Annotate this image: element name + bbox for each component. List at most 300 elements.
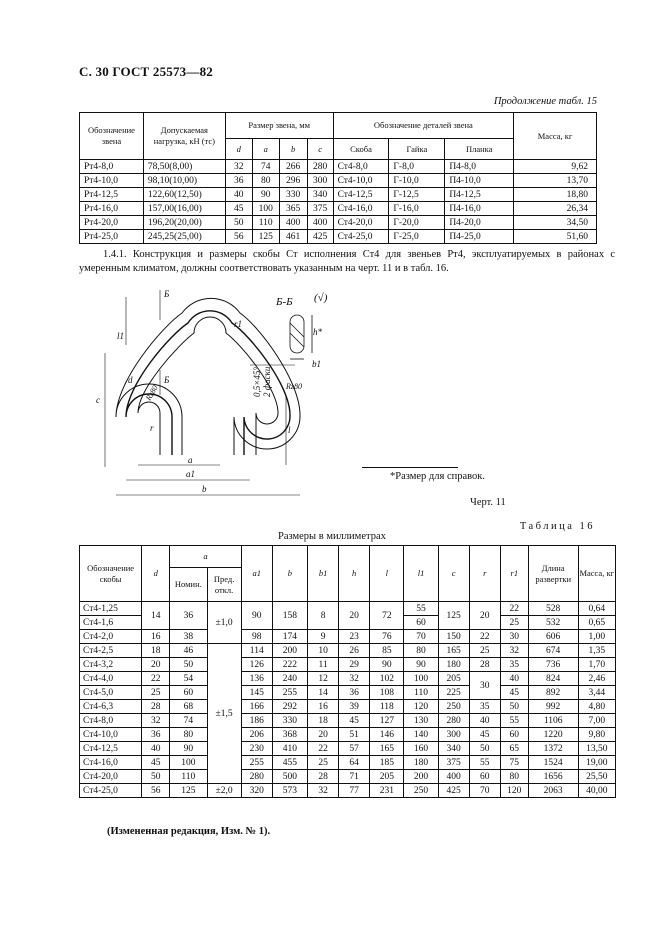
table-cell: 206: [241, 728, 272, 742]
table-cell: 230: [241, 742, 272, 756]
table-cell: 245,25(25,00): [143, 230, 225, 244]
t16-l1-header: l1: [404, 546, 438, 602]
table-cell: 1106: [528, 714, 578, 728]
table-cell: 50: [469, 742, 500, 756]
table-cell: Ст4-16,0: [333, 202, 389, 216]
table-cell: 50: [500, 700, 528, 714]
t16-a-nom-header: Номин.: [170, 568, 207, 602]
table-cell: 39: [339, 700, 370, 714]
table-row: [80, 602, 616, 616]
table-cell: 13,70: [514, 174, 597, 188]
chamfer-count-note: 2 фаски: [262, 366, 272, 397]
table-row: [80, 160, 597, 174]
table-continuation-note: Продолжение табл. 15: [493, 96, 597, 107]
table-cell: 196,20(20,00): [143, 216, 225, 230]
table-cell: Рт4-12,5: [80, 188, 144, 202]
table-cell: 400: [279, 216, 307, 230]
table-cell: 98,10(10,00): [143, 174, 225, 188]
table-cell: 231: [370, 784, 404, 798]
t16-b1-header: b1: [308, 546, 339, 602]
table-cell: 70: [404, 630, 438, 644]
table-cell: 126: [241, 658, 272, 672]
table-cell: Ст4-2,5: [80, 644, 142, 658]
t16-a1-header: a1: [241, 546, 272, 602]
col-nut-header: Гайка: [389, 139, 445, 160]
bracket-outline: [116, 298, 300, 455]
table-cell: 23: [339, 630, 370, 644]
label-r1: r1: [234, 319, 243, 329]
table-cell: 40: [225, 188, 252, 202]
table-cell: 22: [142, 672, 170, 686]
table-row: [80, 188, 597, 202]
table-cell: 30: [469, 672, 500, 700]
table-cell: Рт4-20,0: [80, 216, 144, 230]
table-row: [80, 202, 597, 216]
table-row: [80, 756, 616, 770]
table-row: [80, 714, 616, 728]
table-cell: 1524: [528, 756, 578, 770]
table-cell: 35: [469, 700, 500, 714]
clause-1-4-1: 1.4.1. Конструкция и размеры скобы Ст исполнения Ст4 для звеньев Рт4, эксплуатируемых в районах с умеренным климатом, должны соответствовать указанным на черт. 11 и в табл. 16.: [79, 249, 615, 274]
table-cell: 375: [307, 202, 333, 216]
table-cell: 50: [142, 770, 170, 784]
table-cell: 1,00: [578, 630, 615, 644]
table-cell: 266: [279, 160, 307, 174]
table-cell: 70: [469, 784, 500, 798]
table-cell: 320: [241, 784, 272, 798]
col-designation-header: Обозначение звена: [80, 113, 144, 160]
table-cell: 1,70: [578, 658, 615, 672]
table-cell: 85: [370, 644, 404, 658]
table-cell: 71: [339, 770, 370, 784]
table-cell: 108: [370, 686, 404, 700]
table-cell: 140: [404, 728, 438, 742]
table-cell: 292: [272, 700, 307, 714]
table-cell: Рт4-25,0: [80, 230, 144, 244]
table-cell: 29: [339, 658, 370, 672]
table-cell: Г-20,0: [389, 216, 445, 230]
table-cell: 365: [279, 202, 307, 216]
table-cell: 90: [370, 658, 404, 672]
table-cell: 60: [469, 770, 500, 784]
table-cell: П4-20,0: [445, 216, 514, 230]
table-cell: Ст4-5,0: [80, 686, 142, 700]
table-cell: Ст4-12,5: [333, 188, 389, 202]
table-cell: 74: [170, 714, 207, 728]
label-d: d: [128, 375, 133, 385]
table-cell: 160: [404, 742, 438, 756]
t16-r1-header: r1: [500, 546, 528, 602]
table-cell: 110: [252, 216, 279, 230]
table-cell: Г-25,0: [389, 230, 445, 244]
surface-mark: Rz80: [286, 382, 302, 391]
table-cell: 2063: [528, 784, 578, 798]
table-cell: 36: [339, 686, 370, 700]
table-cell: Г-12,5: [389, 188, 445, 202]
table-cell: Рт4-16,0: [80, 202, 144, 216]
table-cell: 0,65: [578, 616, 615, 630]
t16-h-header: h: [339, 546, 370, 602]
table-cell: 425: [307, 230, 333, 244]
table-cell: 98: [241, 630, 272, 644]
table-cell: 165: [370, 742, 404, 756]
table-cell: 28: [469, 658, 500, 672]
table-cell: Ст4-16,0: [80, 756, 142, 770]
figure-caption: Черт. 11: [470, 497, 506, 508]
table-cell: Ст4-20,0: [333, 216, 389, 230]
table-cell: 72: [370, 602, 404, 630]
label-a1: a1: [186, 469, 195, 479]
table-cell: 205: [438, 672, 469, 686]
table-cell: 280: [438, 714, 469, 728]
table-cell: 736: [528, 658, 578, 672]
table-cell: 130: [404, 714, 438, 728]
table-row: [80, 658, 616, 672]
table-cell: 400: [307, 216, 333, 230]
table-cell: 125: [252, 230, 279, 244]
table-cell: 158: [272, 602, 307, 630]
table-cell: 34,50: [514, 216, 597, 230]
table-cell: П4-25,0: [445, 230, 514, 244]
table-cell: 40,00: [578, 784, 615, 798]
table-cell: Ст4-10,0: [333, 174, 389, 188]
table-cell: 166: [241, 700, 272, 714]
table-cell: 1656: [528, 770, 578, 784]
table-cell: 18: [308, 714, 339, 728]
table-cell: 125: [170, 784, 207, 798]
table-cell: 280: [241, 770, 272, 784]
table-cell: 12: [308, 672, 339, 686]
table-cell: 50: [225, 216, 252, 230]
table-row: [80, 784, 616, 798]
table-cell: 56: [142, 784, 170, 798]
table-row: [80, 672, 616, 686]
table-cell: 674: [528, 644, 578, 658]
surface-mark-left: Rz80: [143, 383, 160, 402]
table-cell: 1220: [528, 728, 578, 742]
amendment-note: (Измененная редакция, Изм. № 1).: [107, 826, 271, 837]
table-cell: 340: [438, 742, 469, 756]
t16-mass-header: Масса, кг: [578, 546, 615, 602]
table-cell: 55: [404, 602, 438, 616]
t16-b-header: b: [272, 546, 307, 602]
table-cell: 13,50: [578, 742, 615, 756]
table-cell: 26: [339, 644, 370, 658]
table-row: [80, 216, 597, 230]
table-cell: 500: [272, 770, 307, 784]
table-cell: 32: [339, 672, 370, 686]
table-cell: 90: [404, 658, 438, 672]
table-cell: 38: [170, 630, 207, 644]
col-b-header: b: [279, 139, 307, 160]
table-cell: 146: [370, 728, 404, 742]
table-cell: 110: [404, 686, 438, 700]
table-cell: 330: [272, 714, 307, 728]
table-cell: Ст4-25,0: [333, 230, 389, 244]
label-c: c: [96, 395, 100, 405]
table-cell: 45: [469, 728, 500, 742]
table-cell: Ст4-8,0: [333, 160, 389, 174]
table-row: [80, 728, 616, 742]
table-cell: 165: [438, 644, 469, 658]
table-cell: 22: [308, 742, 339, 756]
table-cell: 9: [308, 630, 339, 644]
table-row: [80, 700, 616, 714]
table-cell: 11: [308, 658, 339, 672]
table-cell: П4-16,0: [445, 202, 514, 216]
bracket-drawing: [90, 285, 360, 525]
table-cell: 255: [241, 756, 272, 770]
table-cell: 400: [438, 770, 469, 784]
table-row: [80, 630, 616, 644]
table-cell: 32: [500, 644, 528, 658]
table-row: [80, 770, 616, 784]
table-cell: Г-16,0: [389, 202, 445, 216]
table-cell: 280: [307, 160, 333, 174]
table-cell: 64: [339, 756, 370, 770]
table-row: [80, 230, 597, 244]
table-cell: ±1,0: [207, 602, 241, 644]
table-row: [80, 742, 616, 756]
section-title: Б-Б: [276, 296, 293, 308]
table-cell: 51: [339, 728, 370, 742]
table-cell: 16: [142, 630, 170, 644]
table-cell: 25,50: [578, 770, 615, 784]
table-cell: 90: [170, 742, 207, 756]
table-cell: 76: [370, 630, 404, 644]
table-cell: 122,60(12,50): [143, 188, 225, 202]
table-cell: 174: [272, 630, 307, 644]
table-cell: 80: [252, 174, 279, 188]
table-cell: 45: [339, 714, 370, 728]
table-cell: 14: [308, 686, 339, 700]
table-cell: 200: [272, 644, 307, 658]
table-cell: 892: [528, 686, 578, 700]
table-cell: 145: [241, 686, 272, 700]
table-cell: 26,34: [514, 202, 597, 216]
table-cell: 240: [272, 672, 307, 686]
table-cell: 7,00: [578, 714, 615, 728]
t16-a-tol-header: Пред. откл.: [207, 568, 241, 602]
table-cell: 127: [370, 714, 404, 728]
label-b: b: [202, 484, 207, 494]
table-cell: 10: [308, 644, 339, 658]
table-cell: 992: [528, 700, 578, 714]
table-16: [79, 545, 616, 798]
table-cell: 150: [438, 630, 469, 644]
table-cell: 185: [370, 756, 404, 770]
table-cell: 410: [272, 742, 307, 756]
table-cell: 125: [438, 602, 469, 630]
table-cell: П4-8,0: [445, 160, 514, 174]
table-cell: 300: [307, 174, 333, 188]
table-cell: 9,80: [578, 728, 615, 742]
table-row: [80, 174, 597, 188]
table-cell: 2,46: [578, 672, 615, 686]
t16-l-header: l: [370, 546, 404, 602]
table-cell: 80: [170, 728, 207, 742]
table-cell: Ст4-25,0: [80, 784, 142, 798]
table-cell: 16: [308, 700, 339, 714]
table-cell: 180: [438, 658, 469, 672]
table-cell: 114: [241, 644, 272, 658]
table-cell: П4-10,0: [445, 174, 514, 188]
table-cell: 32: [142, 714, 170, 728]
table-cell: 4,80: [578, 700, 615, 714]
label-h: h*: [313, 327, 322, 337]
table-cell: 222: [272, 658, 307, 672]
table-cell: 14: [142, 602, 170, 630]
table-cell: 8: [308, 602, 339, 630]
table-cell: 118: [370, 700, 404, 714]
table-cell: ±2,0: [207, 784, 241, 798]
table-cell: 35: [500, 658, 528, 672]
table-cell: 36: [142, 728, 170, 742]
table-cell: 90: [241, 602, 272, 630]
table-cell: 200: [404, 770, 438, 784]
table-cell: 60: [404, 616, 438, 630]
col-load-header: Допускаемая нагрузка, кН (тс): [143, 113, 225, 160]
table-cell: 120: [404, 700, 438, 714]
table-cell: 55: [469, 756, 500, 770]
table-cell: Ст4-12,5: [80, 742, 142, 756]
table-cell: 180: [404, 756, 438, 770]
table-cell: 120: [500, 784, 528, 798]
label-l: l: [288, 425, 291, 435]
table-cell: 50: [170, 658, 207, 672]
label-r: r: [150, 423, 154, 433]
table-cell: 368: [272, 728, 307, 742]
col-parts-group-header: Обозначение деталей звена: [333, 113, 514, 139]
col-c-header: c: [307, 139, 333, 160]
footnote: *Размер для справок.: [390, 471, 486, 482]
table-cell: 22: [500, 602, 528, 616]
table-cell: 18: [142, 644, 170, 658]
table-cell: 20: [339, 602, 370, 630]
table-row: [80, 686, 616, 700]
col-plate-header: Планка: [445, 139, 514, 160]
table-cell: 51,60: [514, 230, 597, 244]
table-cell: 300: [438, 728, 469, 742]
table-cell: 573: [272, 784, 307, 798]
section-mark-bottom: Б: [164, 375, 170, 385]
table-cell: 77: [339, 784, 370, 798]
table-cell: Г-10,0: [389, 174, 445, 188]
footnote-rule: [362, 467, 458, 468]
table-cell: Ст4-8,0: [80, 714, 142, 728]
table-cell: 74: [252, 160, 279, 174]
table-cell: 90: [252, 188, 279, 202]
table-cell: 78,50(8,00): [143, 160, 225, 174]
table-cell: 28: [142, 700, 170, 714]
table-cell: 36: [225, 174, 252, 188]
table-cell: 136: [241, 672, 272, 686]
table-cell: П4-12,5: [445, 188, 514, 202]
table-16-label: Таблица 16: [519, 521, 595, 532]
t16-designation-header: Обозначение скобы: [80, 546, 142, 602]
table-cell: 100: [170, 756, 207, 770]
table-cell: 25: [500, 616, 528, 630]
table-cell: 824: [528, 672, 578, 686]
table-cell: 56: [225, 230, 252, 244]
table-cell: 3,44: [578, 686, 615, 700]
table-cell: 20: [308, 728, 339, 742]
table-cell: 186: [241, 714, 272, 728]
table-cell: 250: [404, 784, 438, 798]
table-cell: Рт4-8,0: [80, 160, 144, 174]
page-header-title: С. 30 ГОСТ 25573—82: [79, 64, 213, 79]
table-cell: 40: [500, 672, 528, 686]
section-mark-top: Б: [164, 289, 170, 299]
chamfer-note: 0,5×45°: [252, 367, 262, 397]
table-cell: 606: [528, 630, 578, 644]
table-cell: 102: [370, 672, 404, 686]
col-bracket-header: Скоба: [333, 139, 389, 160]
table-cell: 455: [272, 756, 307, 770]
table-cell: Ст4-1,6: [80, 616, 142, 630]
table-cell: 100: [404, 672, 438, 686]
table-cell: 25: [142, 686, 170, 700]
table-cell: 60: [500, 728, 528, 742]
table-cell: 75: [500, 756, 528, 770]
table-cell: 28: [308, 770, 339, 784]
table-cell: ±1,5: [207, 644, 241, 784]
table-cell: 46: [170, 644, 207, 658]
table-cell: Рт4-10,0: [80, 174, 144, 188]
table-row: [80, 644, 616, 658]
col-a-header: a: [252, 139, 279, 160]
table-cell: Г-8,0: [389, 160, 445, 174]
table-cell: 22: [469, 630, 500, 644]
table-cell: Ст4-20,0: [80, 770, 142, 784]
table-cell: 30: [500, 630, 528, 644]
table-cell: 80: [500, 770, 528, 784]
table-cell: 60: [170, 686, 207, 700]
table-cell: 20: [142, 658, 170, 672]
t16-a-header: a: [170, 546, 242, 568]
table-cell: 45: [142, 756, 170, 770]
table-cell: 19,00: [578, 756, 615, 770]
col-d-header: d: [225, 139, 252, 160]
table-cell: 25: [308, 756, 339, 770]
table-cell: 110: [170, 770, 207, 784]
table-cell: 255: [272, 686, 307, 700]
table-cell: 532: [528, 616, 578, 630]
t16-c-header: c: [438, 546, 469, 602]
table-cell: 1,35: [578, 644, 615, 658]
table-cell: 55: [500, 714, 528, 728]
table-cell: 45: [225, 202, 252, 216]
table-cell: Ст4-6,3: [80, 700, 142, 714]
table-cell: 57: [339, 742, 370, 756]
label-l1: l1: [117, 331, 125, 341]
table-16-units: Размеры в миллиметрах: [278, 531, 386, 542]
table-cell: 40: [142, 742, 170, 756]
table-cell: 9,62: [514, 160, 597, 174]
label-a: a: [188, 455, 193, 465]
roughness-mark: (√): [314, 292, 328, 304]
t16-r-header: r: [469, 546, 500, 602]
section-view: [290, 315, 312, 359]
table-cell: 528: [528, 602, 578, 616]
table-cell: 330: [279, 188, 307, 202]
table-cell: 461: [279, 230, 307, 244]
table-cell: 32: [308, 784, 339, 798]
t16-d-header: d: [142, 546, 170, 602]
table-cell: 250: [438, 700, 469, 714]
table-cell: 100: [252, 202, 279, 216]
table-cell: 32: [225, 160, 252, 174]
